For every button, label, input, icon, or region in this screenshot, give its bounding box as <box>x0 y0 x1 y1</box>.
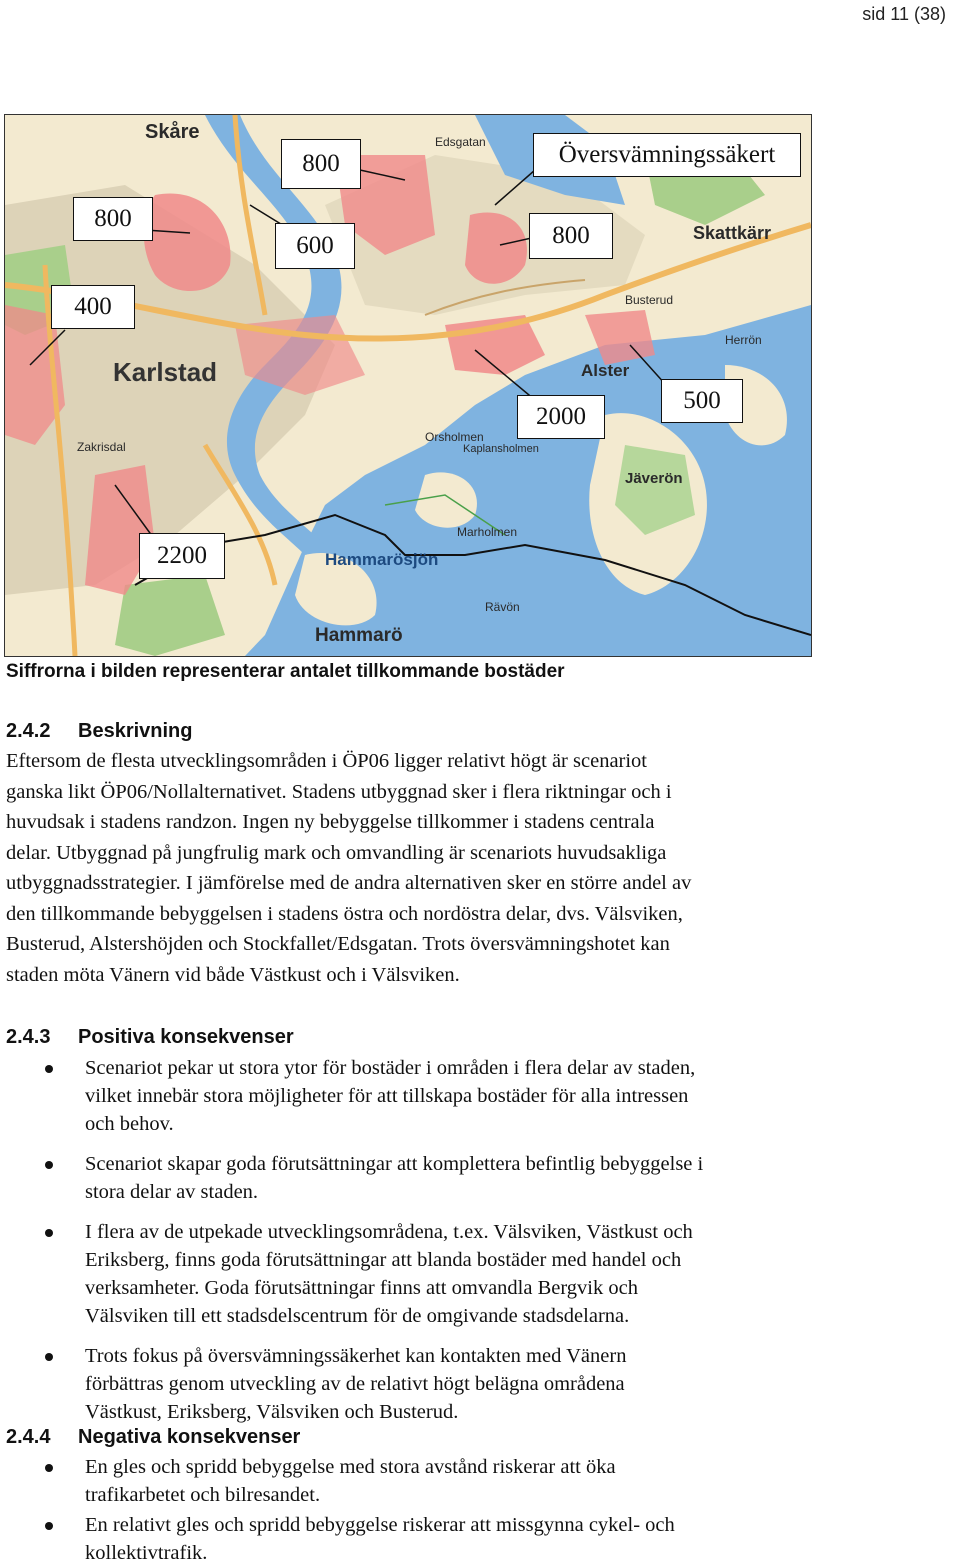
text-line: En gles och spridd bebyggelse med stora avstånd riskerar att öka <box>85 1456 616 1478</box>
text-line: Busterud, Alstershöjden och Stockfallet/Edsgatan. Trots översvämningshotet kan <box>6 933 670 955</box>
map-label-ravon: Rävön <box>485 600 520 614</box>
heading-number: 2.4.4 <box>6 1426 51 1448</box>
map-caption: Siffrorna i bilden representerar antalet tillkommande bostäder <box>6 661 565 682</box>
map-label-alster: Alster <box>581 361 630 380</box>
map-label-busterud: Busterud <box>625 293 674 307</box>
text-line: delar. Utbyggnad på jungfrulig mark och omvandling är scenariots huvudsakliga <box>6 841 667 864</box>
text-line: Scenariot pekar ut stora ytor för bostäder i områden i flera delar av staden, <box>85 1057 696 1079</box>
bullet-icon <box>45 1161 53 1169</box>
heading-beskrivning <box>6 720 192 743</box>
text-line: och behov. <box>85 1113 174 1135</box>
text-line: trafikarbetet och bilresandet. <box>85 1484 321 1506</box>
heading-number: 2.4.3 <box>6 1026 51 1048</box>
callout-500: 500 <box>661 379 743 423</box>
map-label-orsholmen: Orsholmen <box>425 430 484 444</box>
text-line: verksamheter. Goda förutsättningar finns att omvandla Bergvik och <box>85 1277 638 1299</box>
text-line: staden möta Vänern vid både Västkust och i Välsviken. <box>6 963 460 986</box>
heading-negativa <box>6 1426 300 1449</box>
bullet-icon <box>45 1065 53 1073</box>
text-line: Eriksberg, finns goda förutsättningar att blanda bostäder med handel och <box>85 1249 682 1271</box>
text-line: Scenariot skapar goda förutsättningar att komplettera befintlig bebyggelse i <box>85 1153 704 1175</box>
text-line: Trots fokus på översvämningssäkerhet kan kontakten med Vänern <box>85 1345 627 1367</box>
bullet-icon <box>45 1522 53 1530</box>
map-label-skattkarr: Skattkärr <box>693 223 772 243</box>
text-line: ganska likt ÖP06/Nollalternativet. Stadens utbyggnad sker i flera riktningar och i <box>6 780 672 803</box>
text-line: kollektivtrafik. <box>85 1542 208 1564</box>
heading-positiva <box>6 1026 294 1049</box>
map-label-marholmen: Marholmen <box>457 525 518 539</box>
callout-800-east: 800 <box>529 213 613 259</box>
map-label-hammarosjon: Hammarösjön <box>325 550 439 569</box>
list-item <box>0 1453 830 1509</box>
text-line: huvudsak i stadens randzon. Ingen ny bebyggelse tillkommer i stadens centrala <box>6 811 655 833</box>
text-line: En relativt gles och spridd bebyggelse riskerar att missgynna cykel- och <box>85 1514 675 1536</box>
map-label-hammaro: Hammarö <box>315 625 403 646</box>
list-item <box>0 1342 830 1426</box>
text-line: I flera av de utpekade utvecklingsområdena, t.ex. Välsviken, Västkust och <box>85 1221 693 1243</box>
page-number: sid 11 (38) <box>862 4 946 24</box>
callout-800-west: 800 <box>73 197 153 241</box>
text-line: Välsviken till ett stadsdelscentrum för de omgivande stadsdelarna. <box>85 1305 630 1327</box>
heading-title: Positiva konsekvenser <box>78 1026 294 1048</box>
paragraph-beskrivning <box>6 746 806 990</box>
callout-600: 600 <box>275 223 355 269</box>
text-line: Eftersom de flesta utvecklingsområden i ÖP06 ligger relativt högt är scenariot <box>6 750 648 772</box>
positiva-list <box>0 1054 830 1426</box>
negativa-list <box>0 1453 830 1567</box>
list-item <box>0 1218 830 1330</box>
map-label-karlstad: Karlstad <box>113 357 218 387</box>
heading-title: Beskrivning <box>78 720 193 742</box>
bullet-icon <box>45 1229 53 1237</box>
callout-400: 400 <box>51 285 135 329</box>
list-item <box>0 1054 830 1138</box>
map-label-javeron: Jäverön <box>625 470 683 487</box>
text-line: den tillkommande bebyggelsen i stadens östra och nordöstra delar, dvs. Välsviken, <box>6 902 683 925</box>
text-line: utbyggnadsstrategier. I jämförelse med de andra alternativen sker en större andel av <box>6 872 692 894</box>
heading-number: 2.4.2 <box>6 720 51 742</box>
text-line: förbättras genom utveckling av de relativt högt belägna områdena <box>85 1373 625 1395</box>
bullet-icon <box>45 1464 53 1472</box>
callout-2000: 2000 <box>517 395 605 439</box>
text-line: vilket innebär stora möjligheter för att tillskapa bostäder för alla intressen <box>85 1085 689 1107</box>
map-label-edsgatan: Edsgatan <box>435 135 486 149</box>
heading-title: Negativa konsekvenser <box>78 1426 301 1448</box>
map-label-herron: Herrön <box>725 333 762 347</box>
text-line: stora delar av staden. <box>85 1181 259 1203</box>
bullet-icon <box>45 1353 53 1361</box>
development-map <box>4 114 812 657</box>
callout-800-north: 800 <box>281 139 361 189</box>
map-label-zakrisdal: Zakrisdal <box>77 440 126 454</box>
callout-oversvamningssakert: Översvämningssäkert <box>533 133 801 177</box>
map-label-kaplansholmen: Kaplansholmen <box>463 443 539 455</box>
callout-2200: 2200 <box>139 533 225 579</box>
map-label-skare: Skåre <box>145 121 200 143</box>
text-line: Västkust, Eriksberg, Välsviken och Busterud. <box>85 1401 459 1423</box>
list-item <box>0 1150 830 1206</box>
